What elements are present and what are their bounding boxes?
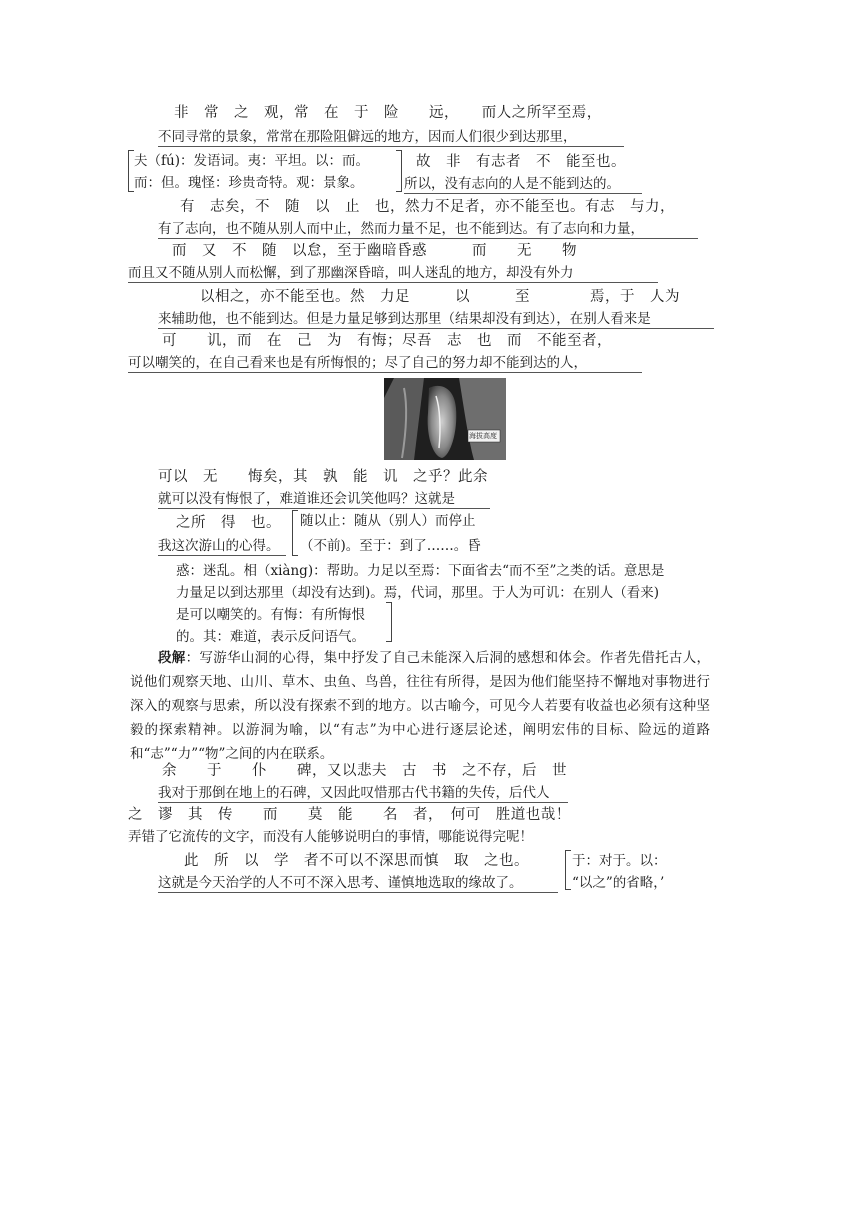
note-2f: 的。其：难道，表示反问语气。 <box>176 629 365 645</box>
translation-line-11: 这就是今天治学的人不可不深入思考、谨慎地选取的缘故了。 <box>158 874 558 893</box>
classical-line-6: 可 讥，而 在 己 为 有悔；尽吾 志 也 而 不能至者， <box>162 333 612 349</box>
classical-line-4: 而 又 不 随 以怠，至于幽暗昏惑 而 无 物 <box>172 243 577 259</box>
note-2b: （不前)。至于：到了……。昏 <box>300 538 481 554</box>
translation-line-3: 有了志向，也不随从别人而中止，然而力量不足，也不能到达。有了志向和力量， <box>158 220 698 239</box>
note-bracket-left-2 <box>292 510 298 556</box>
translation-line-8: 我这次游山的心得。 <box>158 537 286 556</box>
cave-sign-label: 海拔高度 <box>469 432 497 440</box>
note-bracket-right <box>396 150 402 192</box>
note-bracket-right-2 <box>386 602 392 642</box>
note-3a: 于：对于。以： <box>572 853 667 869</box>
translation-line-4: 而且又不随从别人而松懈，到了那幽深昏暗，叫人迷乱的地方，却没有外力 <box>128 264 658 283</box>
note-1b: 而：但。瑰怪：珍贵奇特。观：景象。 <box>134 175 364 191</box>
translation-line-7: 就可以没有悔恨了，难道谁还会讥笑他吗？这就是 <box>158 490 490 509</box>
translation-line-2: 所以，没有志向的人是不能到达的。 <box>404 175 642 194</box>
classical-line-7: 可以 无 悔矣，其 孰 能 讥 之乎？此余 <box>158 469 488 485</box>
note-3b: “以之”的省略，’ <box>572 875 665 891</box>
classical-line-8: 之所 得 也。 <box>176 515 281 531</box>
classical-line-3: 有 志矣，不 随 以 止 也，然力不足者，亦不能至也。有志 与力， <box>180 199 675 215</box>
note-2a: 随以止：随从（别人）而停止 <box>300 513 476 529</box>
classical-line-2: 故 非 有志者 不 能至也。 <box>416 154 626 170</box>
note-2e: 是可以嘲笑的。有悔：有所悔恨 <box>176 607 365 623</box>
classical-line-11: 此 所 以 学 者不可以不深思而慎 取 之也。 <box>184 853 529 869</box>
note-bracket-left-3 <box>565 850 571 890</box>
note-1a: 夫（fú)：发语词。夷：平坦。以：而。 <box>134 153 369 169</box>
note-2c: 惑：迷乱。相（xiàng)：帮助。力足以至焉：下面省去“而不至”之类的话。意思是 <box>176 563 665 579</box>
classical-line-5: 以相之，亦不能至也。然 力足 以 至 焉，于 人为 <box>200 289 680 305</box>
note-2d: 力量足以到达那里（却没有达到)。焉，代词，那里。于人为可讥：在别人（看来) <box>176 585 660 601</box>
translation-line-5: 来辅助他，也不能到达。但是力量足够到达那里（结果却没有到达），在别人看来是 <box>158 310 714 329</box>
classical-line-1: 非 常 之 观，常 在 于 险 远， 而人之所罕至焉， <box>174 105 602 121</box>
cave-rock-photo <box>384 378 506 460</box>
analysis-label: 段解 <box>158 650 186 666</box>
translation-line-1: 不同寻常的景象，常常在那险阻僻远的地方，因而人们很少到达那里， <box>158 128 624 147</box>
translation-line-6: 可以嘲笑的，在自己看来也是有所悔恨的；尽了自己的努力却不能到达的人， <box>128 354 642 373</box>
translation-line-9: 我对于那倒在地上的石碑，又因此叹惜那古代书籍的失传，后代人 <box>158 784 568 803</box>
analysis-text: ：写游华山洞的心得，集中抒发了自己未能深入后洞的感想和体会。作者先借托古人，说他们观察天地、山川、草木、虫鱼、鸟兽，往往有所得，是因为他们能坚持不懈地对事物进行深入的观察与思索，所以没有探索不到的地方。以古喻今，可见今人若要有收益也必须有这种坚毅的探索精神。以游洞为喻，以“有志”为中心进行逐层论述，阐明宏伟的目标、险远的道路和“志”“力”“物”之间的内在联系。 <box>130 650 711 762</box>
translation-line-10: 弄错了它流传的文字，而没有人能够说明白的事情，哪能说得完呢！ <box>128 829 533 845</box>
section-analysis <box>130 646 710 766</box>
classical-line-9: 余 于 仆 碑，又以悲夫 古 书 之不存，后 世 <box>162 763 567 779</box>
classical-line-10: 之 谬 其 传 而 莫 能 名 者， 何可 胜道也哉！ <box>128 807 571 823</box>
